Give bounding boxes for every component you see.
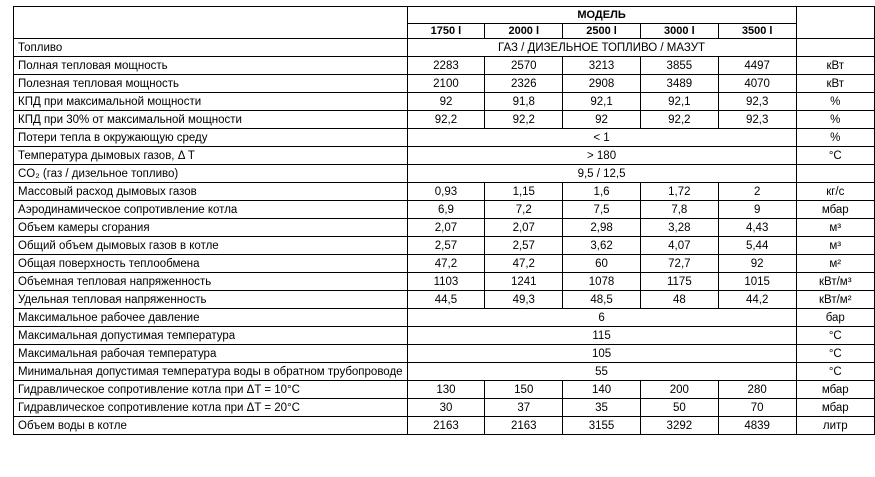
value-cell: 7,2	[485, 201, 563, 219]
unit-cell	[796, 39, 874, 57]
value-cell: 49,3	[485, 291, 563, 309]
model-name: 3500 l	[718, 24, 796, 39]
value-cell: 1,15	[485, 183, 563, 201]
shared-value-cell: 6	[407, 309, 796, 327]
value-cell: 92,1	[563, 93, 641, 111]
value-cell: 2100	[407, 75, 485, 93]
value-cell: 30	[407, 399, 485, 417]
value-cell: 70	[718, 399, 796, 417]
value-cell: 50	[640, 399, 718, 417]
parameter-label: Общая поверхность теплообмена	[14, 255, 408, 273]
unit-cell: м²	[796, 255, 874, 273]
value-cell: 3,62	[563, 237, 641, 255]
value-cell: 2,57	[407, 237, 485, 255]
shared-value-cell: < 1	[407, 129, 796, 147]
header-corner-cell	[14, 7, 408, 39]
value-cell: 92	[563, 111, 641, 129]
table-row	[14, 147, 875, 165]
specification-table	[13, 6, 875, 435]
value-cell: 92,3	[718, 93, 796, 111]
value-cell: 92,2	[640, 111, 718, 129]
table-row	[14, 273, 875, 291]
parameter-label: Максимальное рабочее давление	[14, 309, 408, 327]
value-cell: 0,93	[407, 183, 485, 201]
value-cell: 4070	[718, 75, 796, 93]
shared-value-cell: 105	[407, 345, 796, 363]
value-cell: 1103	[407, 273, 485, 291]
value-cell: 3,28	[640, 219, 718, 237]
table-row	[14, 75, 875, 93]
value-cell: 1241	[485, 273, 563, 291]
unit-cell: м³	[796, 219, 874, 237]
shared-value-cell: > 180	[407, 147, 796, 165]
value-cell: 3489	[640, 75, 718, 93]
parameter-label: Топливо	[14, 39, 408, 57]
value-cell: 60	[563, 255, 641, 273]
value-cell: 4497	[718, 57, 796, 75]
shared-value-cell: 9,5 / 12,5	[407, 165, 796, 183]
model-header: МОДЕЛЬ	[407, 7, 796, 24]
value-cell: 3855	[640, 57, 718, 75]
value-cell: 92,2	[407, 111, 485, 129]
parameter-label: Максимальная рабочая температура	[14, 345, 408, 363]
unit-cell: кВт/м²	[796, 291, 874, 309]
unit-cell: кВт	[796, 75, 874, 93]
table-row	[14, 93, 875, 111]
parameter-label: Объемная тепловая напряженность	[14, 273, 408, 291]
value-cell: 3213	[563, 57, 641, 75]
value-cell: 2326	[485, 75, 563, 93]
value-cell: 1078	[563, 273, 641, 291]
parameter-label: Объем камеры сгорания	[14, 219, 408, 237]
value-cell: 2570	[485, 57, 563, 75]
table-row	[14, 399, 875, 417]
value-cell: 91,8	[485, 93, 563, 111]
value-cell: 48	[640, 291, 718, 309]
value-cell: 2,07	[407, 219, 485, 237]
table-row	[14, 291, 875, 309]
parameter-label: Общий объем дымовых газов в котле	[14, 237, 408, 255]
parameter-label: Полезная тепловая мощность	[14, 75, 408, 93]
value-cell: 7,5	[563, 201, 641, 219]
value-cell: 47,2	[407, 255, 485, 273]
model-name: 2000 l	[485, 24, 563, 39]
table-row	[14, 201, 875, 219]
table-row	[14, 129, 875, 147]
value-cell: 280	[718, 381, 796, 399]
value-cell: 140	[563, 381, 641, 399]
parameter-label: Аэродинамическое сопротивление котла	[14, 201, 408, 219]
value-cell: 5,44	[718, 237, 796, 255]
table-row	[14, 237, 875, 255]
unit-cell: кВт/м³	[796, 273, 874, 291]
unit-cell: °C	[796, 147, 874, 165]
value-cell: 47,2	[485, 255, 563, 273]
model-name: 3000 l	[640, 24, 718, 39]
unit-cell: %	[796, 129, 874, 147]
value-cell: 92	[407, 93, 485, 111]
table-row	[14, 39, 875, 57]
parameter-label: Полная тепловая мощность	[14, 57, 408, 75]
unit-cell: °C	[796, 345, 874, 363]
value-cell: 35	[563, 399, 641, 417]
table-row	[14, 219, 875, 237]
unit-cell: м³	[796, 237, 874, 255]
parameter-label: Потери тепла в окружающую среду	[14, 129, 408, 147]
unit-cell: мбар	[796, 381, 874, 399]
table-row	[14, 327, 875, 345]
table-row	[14, 417, 875, 435]
parameter-label: Удельная тепловая напряженность	[14, 291, 408, 309]
value-cell: 48,5	[563, 291, 641, 309]
value-cell: 4,07	[640, 237, 718, 255]
unit-cell: °C	[796, 363, 874, 381]
model-name: 1750 l	[407, 24, 485, 39]
value-cell: 3155	[563, 417, 641, 435]
parameter-label: CO₂ (газ / дизельное топливо)	[14, 165, 408, 183]
unit-cell	[796, 165, 874, 183]
shared-value-cell: ГАЗ / ДИЗЕЛЬНОЕ ТОПЛИВО / МАЗУТ	[407, 39, 796, 57]
value-cell: 2908	[563, 75, 641, 93]
value-cell: 9	[718, 201, 796, 219]
unit-cell: %	[796, 111, 874, 129]
value-cell: 2,07	[485, 219, 563, 237]
table-row	[14, 363, 875, 381]
value-cell: 1175	[640, 273, 718, 291]
value-cell: 1015	[718, 273, 796, 291]
parameter-label: Объем воды в котле	[14, 417, 408, 435]
unit-cell: %	[796, 93, 874, 111]
value-cell: 2,98	[563, 219, 641, 237]
value-cell: 44,2	[718, 291, 796, 309]
table-row	[14, 183, 875, 201]
table-row	[14, 111, 875, 129]
table-row	[14, 255, 875, 273]
value-cell: 44,5	[407, 291, 485, 309]
value-cell: 2283	[407, 57, 485, 75]
table-row	[14, 165, 875, 183]
value-cell: 2163	[485, 417, 563, 435]
unit-cell: мбар	[796, 201, 874, 219]
unit-cell: кг/с	[796, 183, 874, 201]
value-cell: 1,6	[563, 183, 641, 201]
value-cell: 6,9	[407, 201, 485, 219]
unit-cell: °C	[796, 327, 874, 345]
unit-cell: бар	[796, 309, 874, 327]
parameter-label: Гидравлическое сопротивление котла при ΔT = 10°C	[14, 381, 408, 399]
value-cell: 2,57	[485, 237, 563, 255]
parameter-label: КПД при максимальной мощности	[14, 93, 408, 111]
value-cell: 92,3	[718, 111, 796, 129]
value-cell: 2163	[407, 417, 485, 435]
header-unit-cell	[796, 7, 874, 39]
table-row	[14, 309, 875, 327]
value-cell: 4839	[718, 417, 796, 435]
parameter-label: Минимальная допустимая температура воды в обратном трубопроводе	[14, 363, 408, 381]
value-cell: 72,7	[640, 255, 718, 273]
value-cell: 130	[407, 381, 485, 399]
model-name: 2500 l	[563, 24, 641, 39]
parameter-label: Массовый расход дымовых газов	[14, 183, 408, 201]
value-cell: 3292	[640, 417, 718, 435]
parameter-label: Гидравлическое сопротивление котла при ΔT = 20°C	[14, 399, 408, 417]
value-cell: 92	[718, 255, 796, 273]
value-cell: 200	[640, 381, 718, 399]
value-cell: 4,43	[718, 219, 796, 237]
table-row	[14, 57, 875, 75]
value-cell: 1,72	[640, 183, 718, 201]
value-cell: 92,2	[485, 111, 563, 129]
table-row	[14, 345, 875, 363]
shared-value-cell: 55	[407, 363, 796, 381]
value-cell: 7,8	[640, 201, 718, 219]
value-cell: 92,1	[640, 93, 718, 111]
value-cell: 150	[485, 381, 563, 399]
table-row	[14, 381, 875, 399]
unit-cell: литр	[796, 417, 874, 435]
value-cell: 37	[485, 399, 563, 417]
value-cell: 2	[718, 183, 796, 201]
shared-value-cell: 115	[407, 327, 796, 345]
parameter-label: Температура дымовых газов, Δ T	[14, 147, 408, 165]
unit-cell: кВт	[796, 57, 874, 75]
parameter-label: Максимальная допустимая температура	[14, 327, 408, 345]
parameter-label: КПД при 30% от максимальной мощности	[14, 111, 408, 129]
header-row-model	[14, 7, 875, 24]
unit-cell: мбар	[796, 399, 874, 417]
